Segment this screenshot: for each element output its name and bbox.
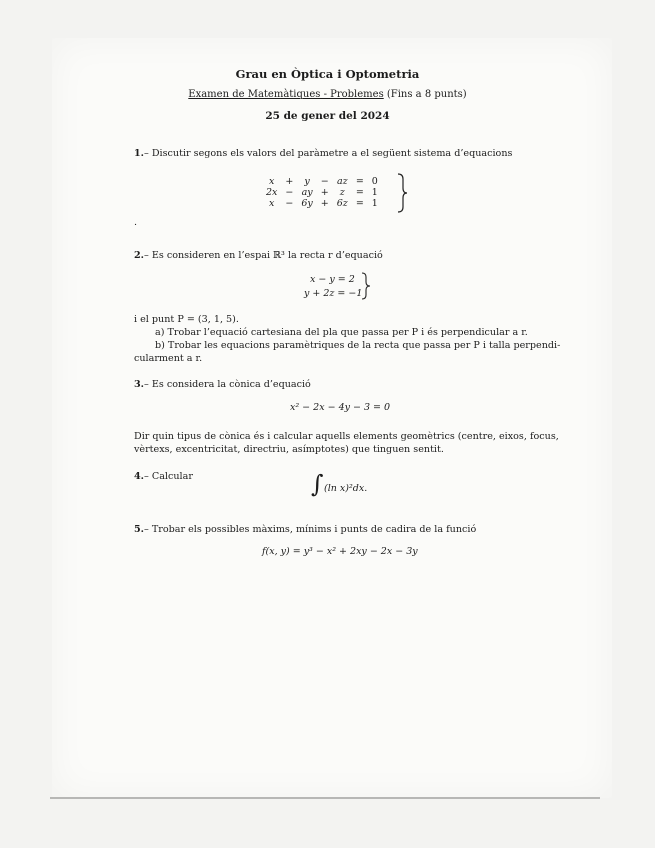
- question-3-text: – Es considera la cònica d’equació: [144, 379, 311, 390]
- stray-dot: .: [134, 217, 138, 228]
- operator: −: [320, 176, 329, 187]
- term: ay: [301, 187, 313, 198]
- q3-description-line-1: Dir quin tipus de cònica és i calcular aquells elements geomètrics (centre, eixos, focus,: [134, 431, 559, 442]
- operator: +: [320, 198, 329, 209]
- question-1-text: – Discutir segons els valors del paràmetre a el següent sistema d’equacions: [144, 148, 513, 159]
- operator: +: [285, 176, 294, 187]
- exam-subtitle: [0, 89, 655, 100]
- question-1-number: 1.: [134, 148, 145, 159]
- subtitle-underlined: Examen de Matemàtiques - Problemes: [188, 89, 384, 100]
- term: 6z: [336, 198, 348, 209]
- q2-right-brace: [360, 272, 372, 300]
- question-4-text: – Calcular: [144, 471, 193, 482]
- question-5-statement: [134, 523, 476, 536]
- question-3-statement: [134, 378, 311, 391]
- operator: −: [285, 198, 294, 209]
- question-2-statement: [134, 249, 383, 262]
- term: x: [269, 198, 275, 209]
- paper-bottom-edge: [50, 797, 600, 799]
- integral-sign: ∫: [311, 470, 324, 498]
- question-4-statement: [134, 470, 193, 483]
- q2-line-equation-1: x − y = 2: [310, 274, 355, 285]
- q1-equation-system: [262, 176, 382, 209]
- term: 2x: [266, 187, 278, 198]
- question-1-statement: [134, 147, 512, 160]
- constant: 1: [371, 198, 378, 209]
- question-3-number: 3.: [134, 379, 145, 390]
- exam-date: 25 de gener del 2024: [265, 110, 390, 122]
- term: z: [339, 187, 345, 198]
- exam-title: Grau en Òptica i Optometria: [235, 67, 420, 81]
- q2-point: i el punt P = (3, 1, 5).: [134, 314, 239, 325]
- question-4-number: 4.: [134, 471, 145, 482]
- q2-part-b-line-1: b) Trobar les equacions paramètriques de la recta que passa per P i talla perpendi-: [155, 340, 561, 351]
- constant: 1: [371, 187, 378, 198]
- q2-line-equation-2: y + 2z = −1: [304, 288, 363, 299]
- q3-description-line-2: vèrtexs, excentricitat, directriu, asímptotes) que tinguen sentit.: [134, 444, 444, 455]
- q2-part-b-line-2: cularment a r.: [134, 353, 203, 364]
- q4-integrand: (ln x)²dx.: [324, 483, 368, 494]
- q5-function: f(x, y) = y³ − x² + 2xy − 2x − 3y: [262, 546, 418, 557]
- constant: 0: [371, 176, 378, 187]
- operator: +: [320, 187, 329, 198]
- q1-equation-row: [262, 187, 382, 198]
- subtitle-points: (Fins a 8 punts): [383, 89, 467, 100]
- q2-part-a: a) Trobar l’equació cartesiana del pla que passa per P i és perpendicular a r.: [155, 327, 528, 338]
- question-5-text: – Trobar els possibles màxims, mínims i punts de cadira de la funció: [144, 524, 477, 535]
- equals: =: [355, 176, 364, 187]
- q1-right-brace: [396, 173, 408, 213]
- equals: =: [355, 198, 364, 209]
- q1-equation-row: [262, 198, 382, 209]
- q1-equation-row: [262, 176, 382, 187]
- question-2-number: 2.: [134, 250, 145, 261]
- question-5-number: 5.: [134, 524, 145, 535]
- term: y: [304, 176, 310, 187]
- term: x: [269, 176, 275, 187]
- term: az: [336, 176, 348, 187]
- term: 6y: [301, 198, 313, 209]
- q3-conic-equation: x² − 2x − 4y − 3 = 0: [290, 402, 391, 413]
- equals: =: [355, 187, 364, 198]
- question-2-text: – Es consideren en l’espai ℝ³ la recta r d’equació: [144, 250, 383, 261]
- operator: −: [285, 187, 294, 198]
